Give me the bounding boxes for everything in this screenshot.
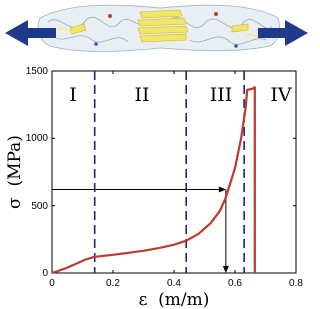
region-label-4: IV [270,84,292,106]
x-axis-label: ε (m/m) [138,290,210,309]
y-tick-labels [26,66,49,279]
x-tick-label: 0 [49,278,55,289]
region-label-3: III [209,84,233,106]
x-tick-labels [49,278,303,289]
y-tick-label: 1500 [25,66,48,77]
y-tick-label: 0 [42,268,48,279]
x-tick-label: 0.4 [167,278,181,289]
y-tick-label: 500 [31,201,48,212]
y-tick-label: 1000 [25,133,48,144]
region-label-2: II [134,84,150,106]
x-tick-label: 0.2 [106,278,120,289]
plot-area [52,71,296,273]
protein-structure-illustration [5,5,308,51]
x-tick-label: 0.8 [289,278,303,289]
x-tick-label: 0.6 [228,278,242,289]
region-label-1: I [69,84,77,106]
y-axis-label: σ (MPa) [5,135,25,209]
